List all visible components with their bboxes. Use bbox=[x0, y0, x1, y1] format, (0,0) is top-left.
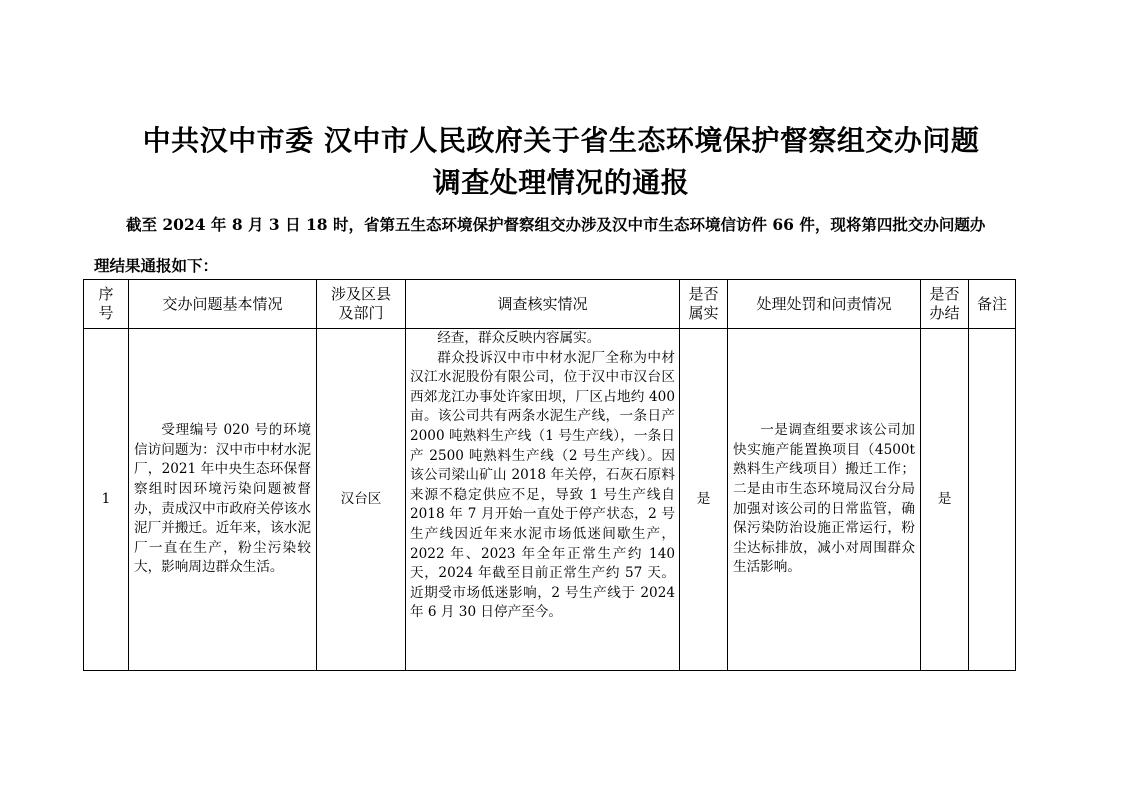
cell-handling bbox=[728, 329, 921, 671]
cell-investigation bbox=[406, 329, 680, 671]
investigation-paragraph-2: 群众投诉汉中市中材水泥厂全称为中材汉江水泥股份有限公司，位于汉中市汉台区西郊龙江办事处许家田坝，厂区占地约 400 亩。该公司共有两条水泥生产线，一条日产 2000 吨熟料生产线（1 号生产线），一条日产 2500 吨熟料生产线（2 号生产线）。因该公司梁山矿山 2018 年关停，石灰石原料来源不稳定供应不足，导致 1 号生产线自 2018 年 7 月开始一直处于停产状态，2 号生产线因近年来水泥市场低迷间歇生产，2022 年、2023 年全年正常生产约 140 天，2024 年截至目前正常生产约 57 天。近期受市场低迷影响，2 号生产线于 2024 年 6 月 30 日停产至今。 bbox=[410, 349, 675, 621]
header-verified bbox=[680, 280, 728, 329]
header-seq-line2: 号 bbox=[98, 304, 114, 322]
cell-dept: 汉台区 bbox=[317, 329, 406, 671]
header-verified-line2: 属实 bbox=[688, 304, 719, 322]
header-handling: 处理处罚和问责情况 bbox=[728, 280, 921, 329]
issue-text: 受理编号 020 号的环境信访问题为：汉中市中材水泥厂，2021 年中央生态环保督察组时因环境污染问题被督办，责成汉中市政府关停该水泥厂并搬迁。近年来，该水泥厂一直在生产，粉尘污染较大，影响周边群众生活。 bbox=[134, 422, 311, 576]
cell-remarks bbox=[969, 329, 1016, 671]
cell-seq: 1 bbox=[84, 329, 129, 671]
handling-text: 一是调查组要求该公司加快实施产能置换项目（4500t 熟料生产线项目）搬迁工作；二是由市生态环境局汉台分局加强对该公司的日常监管，确保污染防治设施正常运行，粉尘达标排放，减小对周围群众生活影响。 bbox=[733, 422, 915, 576]
header-dept bbox=[317, 280, 406, 329]
header-seq bbox=[84, 280, 129, 329]
header-seq-line1: 序 bbox=[98, 285, 114, 303]
header-dept-line2: 及部门 bbox=[338, 304, 384, 322]
document-title-line2: 调查处理情况的通报 bbox=[432, 166, 690, 199]
header-verified-line1: 是否 bbox=[688, 285, 719, 303]
header-investigation: 调查核实情况 bbox=[406, 280, 680, 329]
investigation-paragraph-1: 经查，群众反映内容属实。 bbox=[437, 330, 601, 346]
cell-verified: 是 bbox=[680, 329, 728, 671]
header-closed-line1: 是否 bbox=[929, 285, 960, 303]
header-closed bbox=[921, 280, 969, 329]
report-table bbox=[83, 279, 1016, 671]
header-dept-line1: 涉及区县 bbox=[330, 285, 391, 303]
table-header-row bbox=[84, 280, 1016, 329]
header-remarks: 备注 bbox=[969, 280, 1016, 329]
intro-text-line1: 截至 2024 年 8 月 3 日 18 时，省第五生态环境保护督察组交办涉及汉中市生态环境信访件 66 件，现将第四批交办问题办 bbox=[126, 215, 986, 234]
table-row bbox=[84, 329, 1016, 671]
cell-issue bbox=[129, 329, 317, 671]
intro-text-line2: 理结果通报如下： bbox=[94, 256, 219, 275]
header-closed-line2: 办结 bbox=[929, 304, 960, 322]
header-issue: 交办问题基本情况 bbox=[129, 280, 317, 329]
cell-closed: 是 bbox=[921, 329, 969, 671]
document-title-line1: 中共汉中市委 汉中市人民政府关于省生态环境保护督察组交办问题 bbox=[142, 124, 980, 157]
